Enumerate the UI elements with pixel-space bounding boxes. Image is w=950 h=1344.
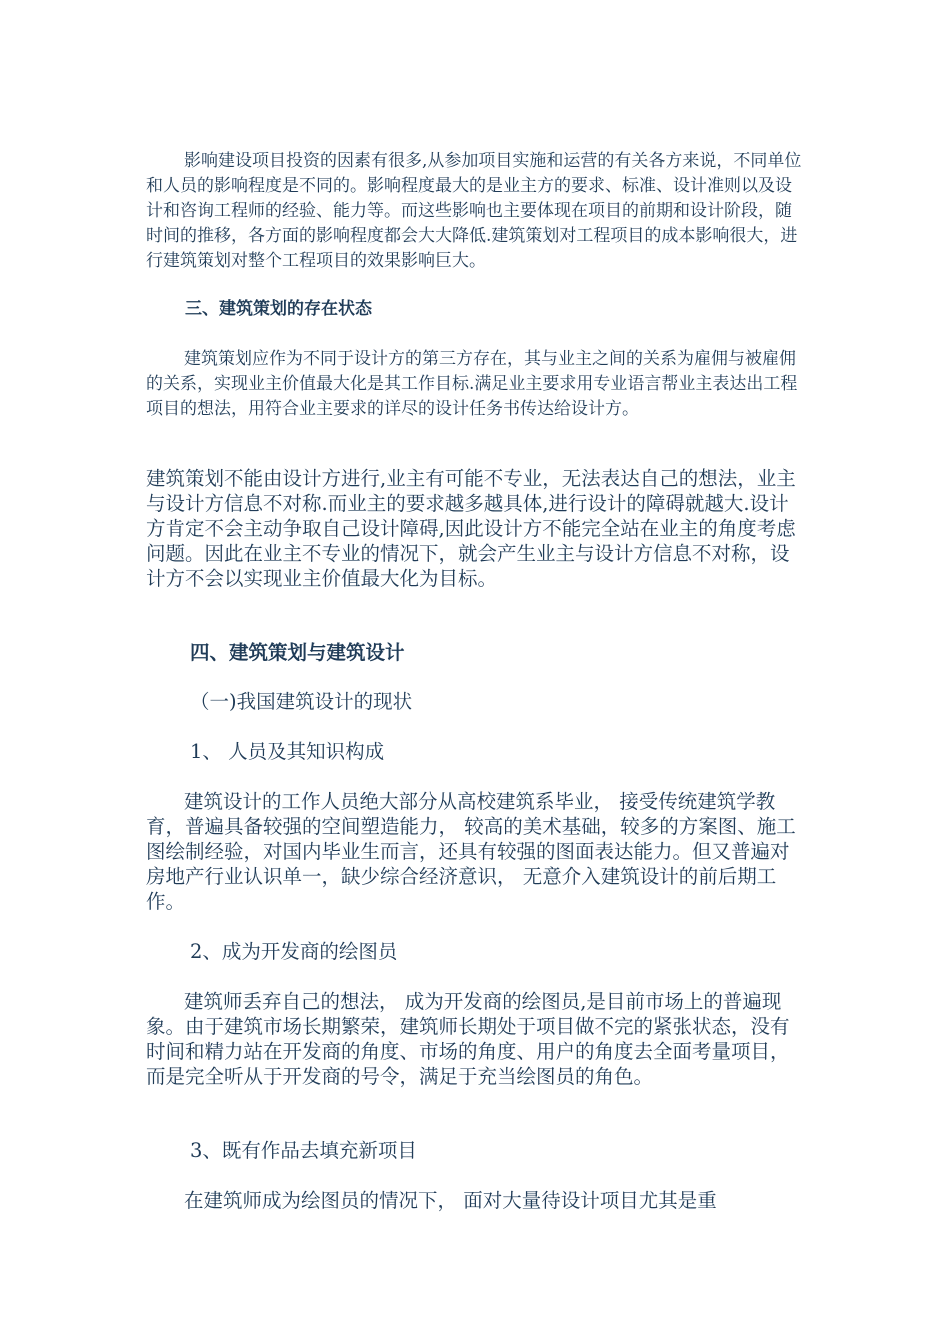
paragraph-existing-works: 在建筑师成为绘图员的情况下， 面对大量待设计项目尤其是重 — [184, 1189, 717, 1212]
paragraph-investment-factors: 影响建设项目投资的因素有很多,从参加项目实施和运营的有关各方来说，不同单位和人员的影响程度是不同的。影响程度最大的是业主方的要求、标准、设计准则以及设计和咨询工程师的经验、能力等。而这些影响也主要体现在项目的前期和设计阶段，随时间的推移，各方面的影响程度都会大大降低.建筑策划对工程项目的成本影响很大，进行建筑策划对整个工程项目的效果影响巨大。 — [146, 151, 802, 271]
item-heading-3: 3、既有作品去填充新项目 — [190, 1139, 417, 1162]
section-heading-3: 三、建筑策划的存在状态 — [185, 299, 372, 319]
subsection-heading-current-state: （一)我国建筑设计的现状 — [190, 690, 413, 713]
paragraph-planning-not-by-designer: 建筑策划不能由设计方进行,业主有可能不专业，无法表达自己的想法，业主与设计方信息不对称.而业主的要求越多越具体,进行设计的障碍就越大.设计方肯定不会主动争取自己设计障碍,因此设计方不能完全站在业主的角度考虑问题。因此在业主不专业的情况下，就会产生业主与设计方信息不对称，设计方不会以实现业主价值最大化为目标。 — [146, 467, 796, 590]
paragraph-planning-third-party: 建筑策划应作为不同于设计方的第三方存在，其与业主之间的关系为雇佣与被雇佣的关系，实现业主价值最大化是其工作目标.满足业主要求用专业语言帮业主表达出工程项目的想法，用符合业主要求的详尽的设计任务书传达给设计方。 — [146, 349, 798, 419]
item-heading-2: 2、成为开发商的绘图员 — [190, 940, 398, 963]
item-heading-1: 1、 人员及其知识构成 — [190, 740, 385, 763]
paragraph-staff-knowledge: 建筑设计的工作人员绝大部分从高校建筑系毕业， 接受传统建筑学教育，普遍具备较强的空间塑造能力， 较高的美术基础，较多的方案图、施工图绘制经验，对国内毕业生而言，还具有较强的图面表达能力。但又普遍对房地产行业认识单一，缺少综合经济意识， 无意介入建筑设计的前后期工作。 — [146, 790, 796, 913]
paragraph-architect-as-drafter: 建筑师丢弃自己的想法， 成为开发商的绘图员,是目前市场上的普遍现象。由于建筑市场长期繁荣，建筑师长期处于项目做不完的紧张状态，没有时间和精力站在开发商的角度、市场的角度、用户的角度去全面考量项目， 而是完全听从于开发商的号令，满足于充当绘图员的角色。 — [146, 990, 790, 1088]
section-heading-4: 四、建筑策划与建筑设计 — [190, 641, 405, 664]
